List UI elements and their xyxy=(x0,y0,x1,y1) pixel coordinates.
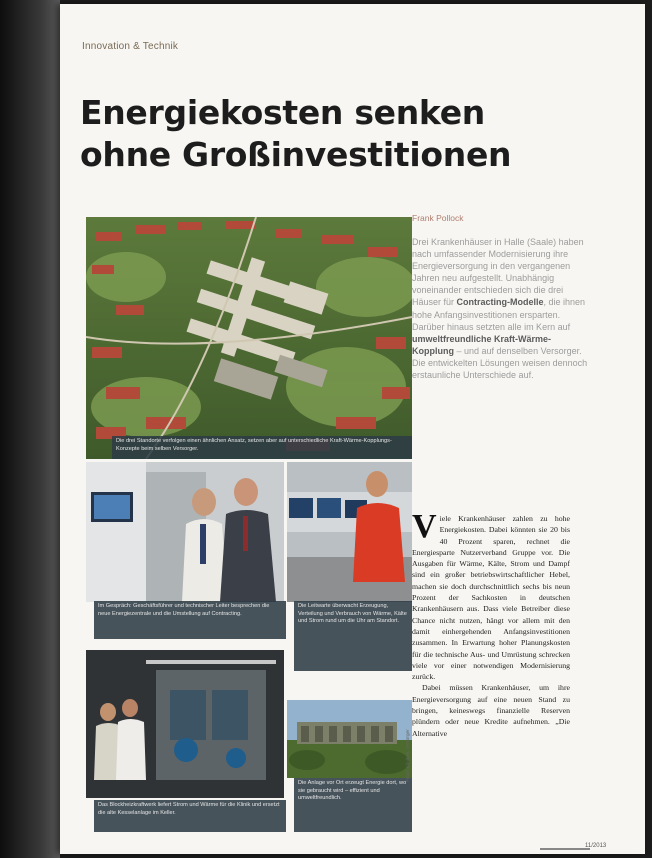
article-title xyxy=(80,92,511,176)
section-label: Innovation & Technik xyxy=(82,41,179,52)
page-number: 11/2013 xyxy=(585,843,607,849)
control-room-photo xyxy=(287,462,412,602)
aerial-photo xyxy=(86,217,412,459)
control-room-illustration xyxy=(287,462,412,602)
lead-bold-contracting: Contracting-Modelle xyxy=(456,297,544,308)
author-name: Frank Pollock xyxy=(412,213,464,223)
meeting-illustration xyxy=(86,462,284,602)
machinery-caption: Das Blockheizkraftwerk liefert Strom und Wärme für die Klinik und ersetzt die alte Kesselanlage im Keller. xyxy=(94,800,286,832)
lead-paragraph: Drei Krankenhäuser in Halle (Saale) haben nach umfassender Modernisierung ihre Energieversorgung in den vergangenen Jahren neu aufgestellt. Unabhängig voneinander entschieden sich die drei Häuser für Contracting-Modelle, die ihnen hohe Anfangsinvestitionen ersparten. Darüber hinaus setzten alle im Kern auf umweltfreundliche Kraft-Wärme-Kopplung – und auf denselben Versorger. Die entwickelten Lösungen weisen dennoch erstaunliche Unterschiede auf. xyxy=(412,237,588,381)
lead-bold-kwk: umweltfreundliche Kraft-Wärme-Kopplung xyxy=(412,333,552,356)
title-line-1: Energiekosten senken xyxy=(80,93,485,132)
machinery-photo xyxy=(86,650,284,798)
plant-photo xyxy=(287,700,412,778)
body-paragraph-1: iele Krankenhäuser zahlen zu hohe Energiekosten. Dabei könnten sie 20 bis 40 Prozent sparen, rechnet die Energiesparte Nutzerverband Gruppe vor. Die Ausgaben für Wärme, Kälte, Strom und Dampf sind ein großer betriebswirtschaftlicher Hebel, machen sie doch durchschnittlich sechs bis neun Prozent der Sachkosten in deutschen Krankenhäusern aus. Dass viele Betreiber diese Chance nicht nutzen, hängt vor allem mit den damit einhergehenden Anfangsinvestitionen zusammen. In Erwartung hoher Planungskosten für die technische Aus- und Umrüstung schrecken viele vor einer notwendigen Modernisierung zurück. xyxy=(412,514,570,682)
aerial-hospital-illustration xyxy=(86,217,412,459)
plant-caption: Die Anlage vor Ort erzeugt Energie dort, wo sie gebraucht wird – effizient und umweltfreundlich. xyxy=(294,778,412,832)
footer-rule xyxy=(540,848,590,850)
meeting-photo xyxy=(86,462,284,602)
machinery-illustration xyxy=(86,650,284,798)
body-paragraph-2: Dabei müssen Krankenhäuser, um ihre Energieversorgung auf eine neuen Stand zu bringen, keineswegs finanzielle Reserven plündern oder neue Kredite aufnehmen. „Die Alternative xyxy=(412,683,570,738)
control-room-caption: Die Leitwarte überwacht Erzeugung, Verteilung und Verbrauch von Wärme, Kälte und Strom rund um die Uhr am Standort. xyxy=(294,601,412,671)
page-gutter-shadow xyxy=(0,0,60,858)
photo-credit: Fotos: Kliniken, Versorger xyxy=(405,729,410,782)
meeting-caption: Im Gespräch: Geschäftsführer und technischer Leiter besprechen die neue Energiezentrale und die Umstellung auf Contracting. xyxy=(94,601,286,639)
body-text xyxy=(412,508,570,739)
aerial-caption: Die drei Standorte verfolgen einen ähnlichen Ansatz, setzen aber auf unterschiedliche Kraft-Wärme-Kopplungs-Konzepte beim selben Versorger. xyxy=(112,436,412,459)
plant-illustration xyxy=(287,700,412,778)
title-line-2: ohne Großinvestitionen xyxy=(80,135,512,174)
drop-cap: V xyxy=(412,508,437,545)
